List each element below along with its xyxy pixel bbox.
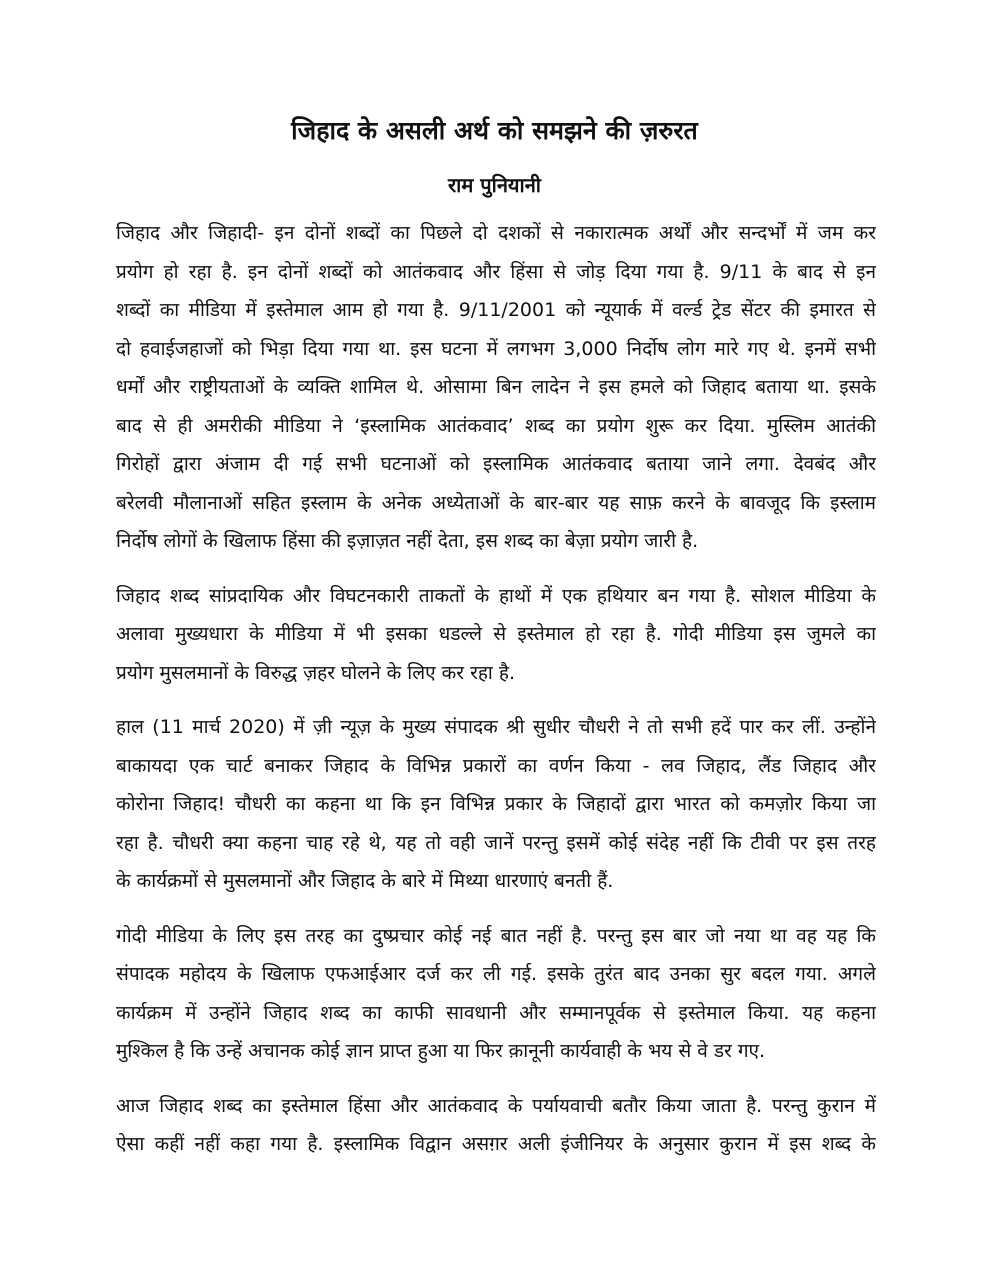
paragraph-line: जिहाद और जिहादी- इन दोनों शब्दों का पिछले दो दशकों से नकारात्मक अर्थों और सन्दर्भों में जम कर [116, 222, 876, 244]
paragraph-line: कार्यक्रम में उन्होंने जिहाद शब्द का काफी सावधानी और सम्मानपूर्वक से इस्तेमाल किया. यह कहना [116, 1001, 876, 1024]
paragraph [116, 1087, 876, 1164]
paragraph-line: बरेलवी मौलानाओं सहित इस्लाम के अनेक अध्येताओं के बार-बार यह साफ़ करने के बावजूद कि इस्लाम [116, 491, 876, 514]
paragraph-line: धर्मों और राष्ट्रीयताओं के व्यक्ति शामिल थे. ओसामा बिन लादेन ने इस हमले को जिहाद बताया था. इसके [116, 376, 876, 398]
paragraph-line: निर्दोष लोगों के खिलाफ हिंसा की इज़ाज़त नहीं देता, इस शब्द का बेज़ा प्रयोग जारी है. [116, 530, 699, 552]
paragraph-line: बाद से ही अमरीकी मीडिया ने ‘इस्लामिक आतंकवाद’ शब्द का प्रयोग शुरू कर दिया. मुस्लिम आतंकी [116, 414, 876, 437]
article-body [116, 214, 876, 1180]
paragraph [116, 917, 876, 1071]
paragraph-line: हाल (11 मार्च 2020) में ज़ी न्यूज़ के मुख्य संपादक श्री सुधीर चौधरी ने तो सभी हदें पार कर लीं. उन्होंने [116, 716, 876, 738]
paragraph [116, 577, 876, 693]
paragraph [116, 708, 876, 901]
paragraph-line: शब्दों का मीडिया में इस्तेमाल आम हो गया है. 9/11/2001 को न्यूयार्क में वर्ल्ड ट्रेड सेंटर की इमारत से [116, 299, 876, 321]
paragraph-line: कोरोना जिहाद! चौधरी का कहना था कि इन विभिन्न प्रकार के जिहादों द्वारा भारत को कमज़ोर किया जा [116, 793, 876, 815]
article-title: जिहाद के असली अर्थ को समझने की ज़रुरत [291, 116, 698, 145]
paragraph-line: गोदी मीडिया के लिए इस तरह का दुष्प्रचार कोई नई बात नहीं है. परन्तु इस बार जो नया था वह यह कि [116, 924, 876, 947]
paragraph-line: रहा है. चौधरी क्या कहना चाह रहे थे, यह तो वही जानें परन्तु इसमें कोई संदेह नहीं कि टीवी पर इस तरह [116, 831, 876, 854]
paragraph-line: जिहाद शब्द सांप्रदायिक और विघटनकारी ताकतों के हाथों में एक हथियार बन गया है. सोशल मीडिया के [116, 584, 876, 607]
article-author: राम पुनियानी [448, 173, 541, 197]
paragraph-line: बाकायदा एक चार्ट बनाकर जिहाद के विभिन्न प्रकारों का वर्णन किया - लव जिहाद, लैंड जिहाद और [116, 754, 876, 777]
paragraph-line: संपादक महोदय के खिलाफ एफआईआर दर्ज कर ली गई. इसके तुरंत बाद उनका सुर बदल गया. अगले [116, 963, 876, 985]
paragraph-line: के कार्यक्रमों से मुसलमानों और जिहाद के बारे में मिथ्या धारणाएं बनती हैं. [116, 870, 614, 892]
paragraph-line: गिरोहों द्वारा अंजाम दी गई सभी घटनाओं को इस्लामिक आतंकवाद बताया जाने लगा. देवबंद और [116, 453, 876, 475]
paragraph [116, 214, 876, 561]
paragraph-line: प्रयोग मुसलमानों के विरुद्ध ज़हर घोलने के लिए कर रहा है. [116, 661, 516, 684]
paragraph-line: प्रयोग हो रहा है. इन दोनों शब्दों को आतंकवाद और हिंसा से जोड़ दिया गया है. 9/11 के बाद से इन [116, 260, 876, 283]
paragraph-line: आज जिहाद शब्द का इस्तेमाल हिंसा और आतंकवाद के पर्यायवाची बतौर किया जाता है. परन्तु कुरान में [116, 1094, 876, 1117]
paragraph-line: अलावा मुख्यधारा के मीडिया में भी इसका धडल्ले से इस्तेमाल हो रहा है. गोदी मीडिया इस जुमले का [116, 623, 876, 645]
paragraph-line: दो हवाईजहाजों को भिड़ा दिया गया था. इस घटना में लगभग 3,000 निर्दोष लोग मारे गए थे. इनमें सभी [116, 337, 876, 360]
paragraph-line: मुश्किल है कि उन्हें अचानक कोई ज्ञान प्राप्त हुआ या फिर क़ानूनी कार्यवाही के भय से वे डर गए. [116, 1040, 766, 1062]
paragraph-line: ऐसा कहीं नहीं कहा गया है. इस्लामिक विद्वान असग़र अली इंजीनियर के अनुसार कुरान में इस शब्द के [116, 1133, 876, 1155]
